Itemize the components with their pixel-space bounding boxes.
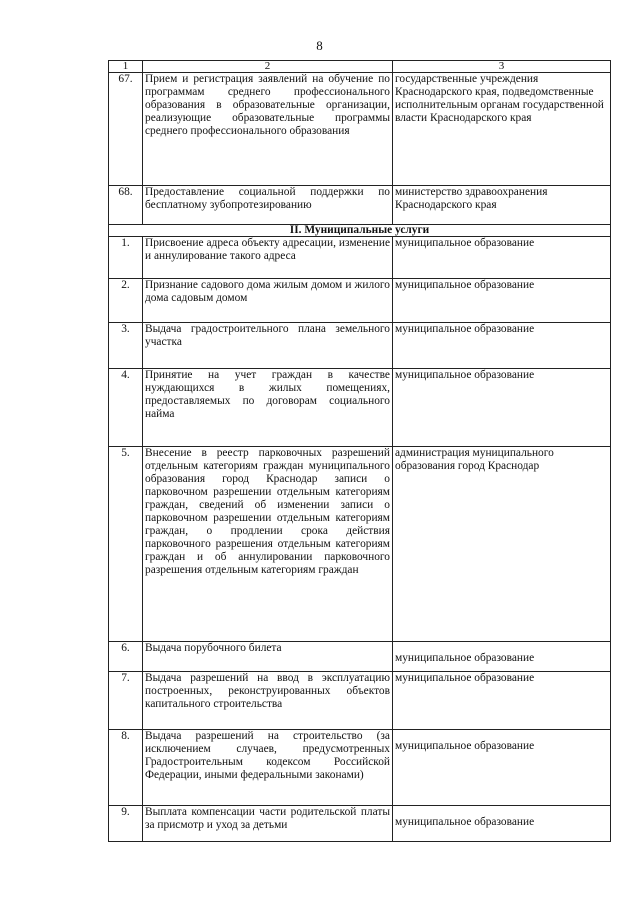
row-number: 9. (109, 806, 143, 842)
services-table (108, 60, 611, 842)
table-row (109, 369, 611, 447)
row-number: 5. (109, 447, 143, 642)
table-row (109, 237, 611, 279)
table-header-row (109, 61, 611, 73)
service-name: Выдача градостроительного плана земельного участка (143, 323, 393, 369)
table-row (109, 186, 611, 225)
responsible-organization: муниципальное образование (393, 323, 611, 369)
responsible-organization: муниципальное образование (393, 369, 611, 447)
responsible-organization: государственные учреждения Краснодарского края, подведомственные исполнительным органам государственной власти Краснодарского края (393, 73, 611, 186)
table-row (109, 279, 611, 323)
column-number-1: 1 (109, 61, 143, 73)
row-number: 8. (109, 730, 143, 806)
section-title: II. Муниципальные услуги (109, 225, 611, 237)
service-name: Выдача порубочного билета (143, 642, 393, 672)
table-row (109, 642, 611, 672)
service-name: Предоставление социальной поддержки по бесплатному зубопротезированию (143, 186, 393, 225)
column-number-3: 3 (393, 61, 611, 73)
column-number-2: 2 (143, 61, 393, 73)
service-name: Принятие на учет граждан в качестве нуждающихся в жилых помещениях, предоставляемых по договорам социального найма (143, 369, 393, 447)
row-number: 4. (109, 369, 143, 447)
service-name: Прием и регистрация заявлений на обучение по программам среднего профессионального образования в образовательные организации, реализующие образовательные программы среднего профессионального образования (143, 73, 393, 186)
table-row (109, 447, 611, 642)
table-row (109, 323, 611, 369)
table-row (109, 73, 611, 186)
responsible-organization: муниципальное образование (393, 237, 611, 279)
responsible-organization: муниципальное образование (393, 806, 611, 842)
service-name: Выплата компенсации части родительской платы за присмотр и уход за детьми (143, 806, 393, 842)
row-number: 6. (109, 642, 143, 672)
row-number: 3. (109, 323, 143, 369)
table-row (109, 730, 611, 806)
service-name: Присвоение адреса объекту адресации, изменение и аннулирование такого адреса (143, 237, 393, 279)
row-number: 1. (109, 237, 143, 279)
service-name: Признание садового дома жилым домом и жилого дома садовым домом (143, 279, 393, 323)
responsible-organization: муниципальное образование (393, 642, 611, 672)
responsible-organization: муниципальное образование (393, 279, 611, 323)
page-number: 8 (316, 38, 323, 53)
row-number: 67. (109, 73, 143, 186)
table-row (109, 672, 611, 730)
row-number: 7. (109, 672, 143, 730)
row-number: 68. (109, 186, 143, 225)
responsible-organization: министерство здравоохранения Краснодарского края (393, 186, 611, 225)
service-name: Внесение в реестр парковочных разрешений отдельным категориям граждан муниципального образования город Краснодар записи о парковочном разрешении отдельным категориям граждан, сведений об изменении записи о парковочном разрешении отдельным категориям граждан, о продлении срока действия парковочного разрешения отдельным категориям граждан и об аннулировании парковочного разрешения отдельным категориям граждан (143, 447, 393, 642)
responsible-organization: муниципальное образование (393, 672, 611, 730)
row-number: 2. (109, 279, 143, 323)
service-name: Выдача разрешений на ввод в эксплуатацию построенных, реконструированных объектов капитального строительства (143, 672, 393, 730)
service-name: Выдача разрешений на строительство (за исключением случаев, предусмотренных Градостроительным кодексом Российской Федерации, иными федеральными законами) (143, 730, 393, 806)
section-heading-row (109, 225, 611, 237)
responsible-organization: муниципальное образование (393, 730, 611, 806)
responsible-organization: администрация муниципального образования город Краснодар (393, 447, 611, 642)
table-row (109, 806, 611, 842)
